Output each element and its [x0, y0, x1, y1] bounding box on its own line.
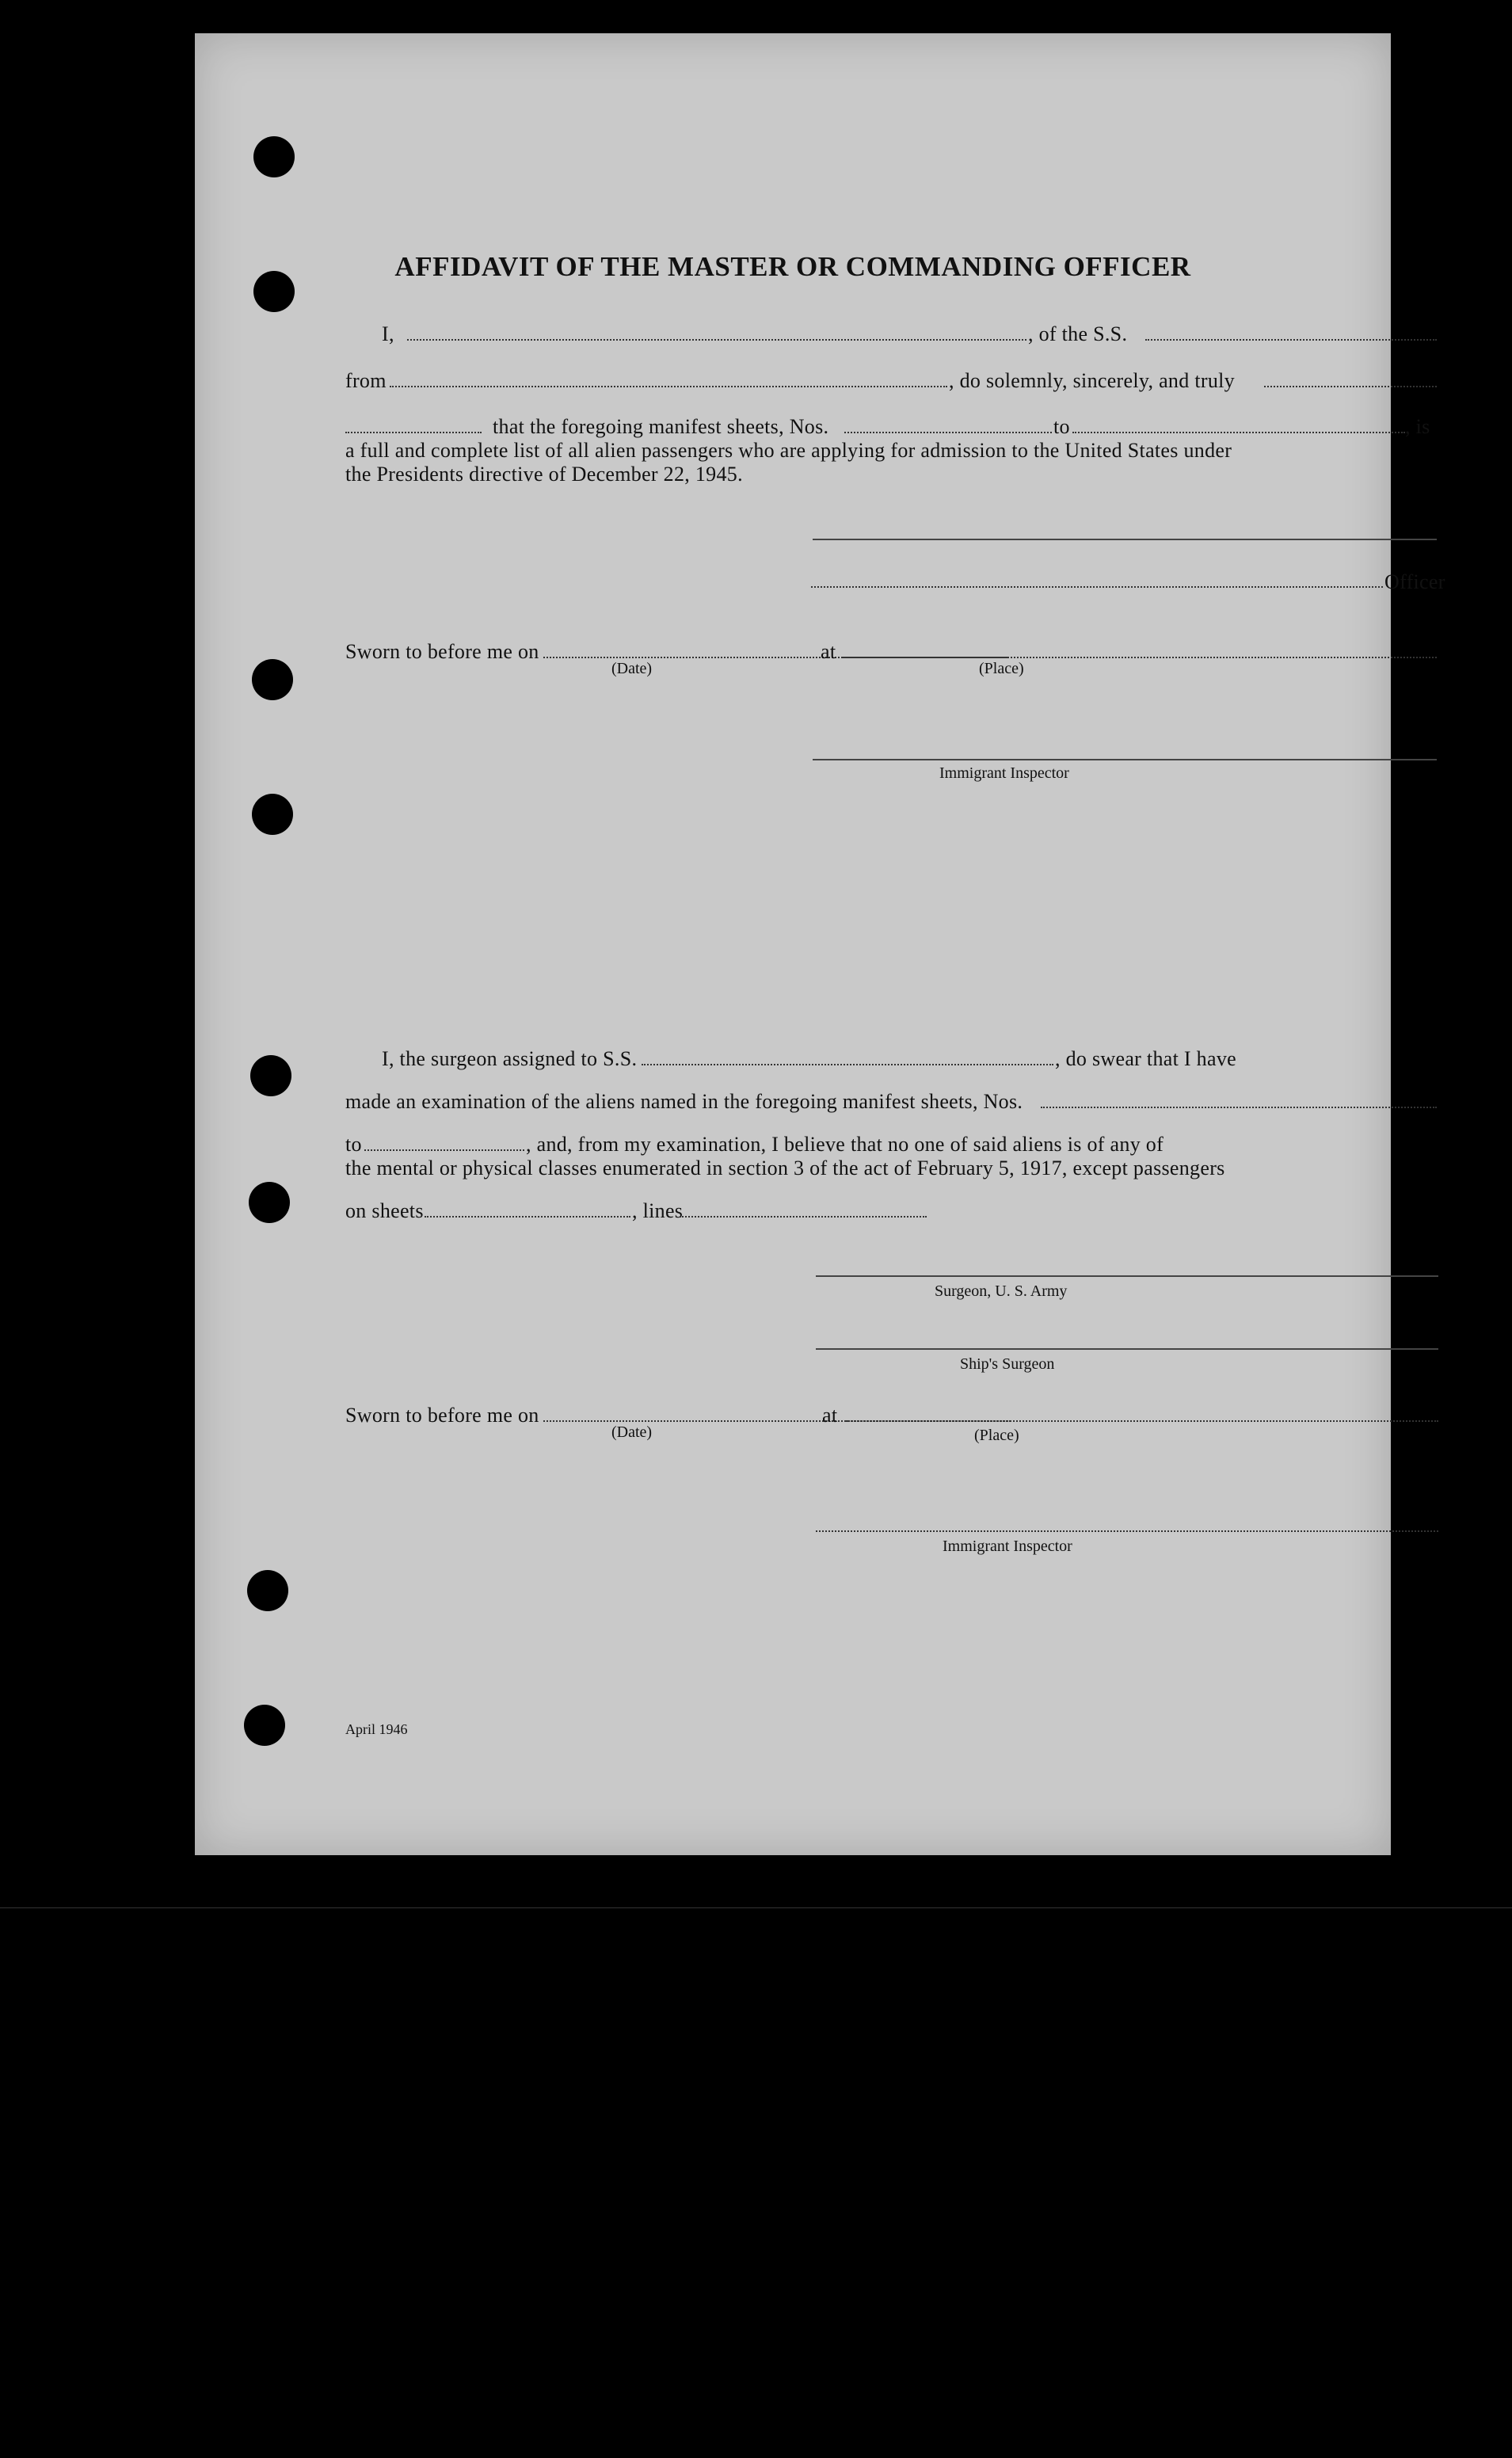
punch-hole	[247, 1570, 288, 1611]
form-sheet	[195, 33, 1445, 1855]
inspector-caption: Immigrant Inspector	[939, 764, 1069, 782]
ship-surgeon-caption: Ship's Surgeon	[960, 1355, 1055, 1373]
full-list-text: a full and complete list of all alien passengers who are applying for admission to the United States under	[345, 439, 1232, 462]
place-caption: (Place)	[979, 660, 1024, 677]
officer-caption: Officer	[1384, 570, 1445, 593]
surgeon-sheets-from-field[interactable]	[1041, 1107, 1437, 1108]
except-lines-field[interactable]	[680, 1216, 927, 1218]
ship-name-field[interactable]	[1145, 339, 1437, 341]
surgeon-to-label: to	[345, 1133, 362, 1156]
at-label: at	[821, 640, 836, 663]
inspector-signature-line[interactable]	[813, 759, 1437, 760]
surgeon-line3-b: , and, from my examination, I believe that no one of said aliens is of any of	[526, 1133, 1164, 1156]
oath-verb-field[interactable]	[345, 432, 482, 433]
date-caption: (Date)	[611, 660, 653, 677]
lines-label: , lines	[632, 1199, 684, 1222]
surgeon-line1-a: I, the surgeon assigned to S.S.	[382, 1047, 638, 1070]
date-caption-2: (Date)	[611, 1423, 653, 1441]
directive-text: the Presidents directive of December 22, 1945.	[345, 463, 743, 486]
of-ss-label: , of the S.S.	[1028, 322, 1128, 345]
i-label: I,	[382, 322, 394, 345]
sheets-to-field[interactable]	[1072, 432, 1405, 433]
form-date-footer: April 1946	[345, 1721, 408, 1737]
army-surgeon-caption: Surgeon, U. S. Army	[935, 1282, 1068, 1300]
form-title: AFFIDAVIT OF THE MASTER OR COMMANDING OFFICER	[394, 251, 1191, 282]
inspector-signature-line-2[interactable]	[816, 1530, 1438, 1532]
punch-hole	[252, 794, 293, 835]
punch-hole	[253, 136, 295, 177]
scan-edge-line	[0, 1907, 1512, 1908]
to-label: to	[1053, 415, 1070, 438]
except-sheets-field[interactable]	[425, 1216, 630, 1218]
surgeon-line1-b: , do swear that I have	[1055, 1047, 1236, 1070]
place-caption-2: (Place)	[974, 1427, 1019, 1444]
ship-surgeon-signature-line[interactable]	[816, 1348, 1438, 1350]
sheets-from-field[interactable]	[844, 432, 1052, 433]
surgeon-ship-field[interactable]	[642, 1064, 1053, 1065]
army-surgeon-signature-line[interactable]	[816, 1275, 1438, 1277]
from-port-field[interactable]	[390, 386, 947, 387]
sworn-place-field[interactable]	[843, 657, 1437, 658]
surgeon-sheets-to-field[interactable]	[364, 1149, 524, 1151]
sworn-label: Sworn to before me on	[345, 640, 539, 663]
punch-hole	[249, 1182, 290, 1223]
officer-title-field[interactable]	[811, 586, 1383, 588]
on-sheets-label: on sheets	[345, 1199, 424, 1222]
foregoing-sheets-label: that the foregoing manifest sheets, Nos.	[493, 415, 829, 438]
oath-form-field[interactable]	[1264, 386, 1437, 387]
surgeon-line4: the mental or physical classes enumerated in section 3 of the act of February 5, 1917, except passengers	[345, 1157, 1225, 1179]
at-label-2: at	[822, 1404, 838, 1427]
surgeon-line2: made an examination of the aliens named in the foregoing manifest sheets, Nos.	[345, 1090, 1023, 1113]
is-label: , is	[1405, 415, 1430, 438]
sworn-place-field-2[interactable]	[846, 1420, 1438, 1422]
punch-hole	[252, 659, 293, 700]
sworn-label-2: Sworn to before me on	[345, 1404, 539, 1427]
master-signature-line[interactable]	[813, 539, 1437, 540]
master-name-field[interactable]	[407, 339, 1026, 341]
punch-hole	[250, 1055, 291, 1096]
from-label: from	[345, 369, 387, 392]
punch-hole	[244, 1705, 285, 1746]
do-solemnly-label: , do solemnly, sincerely, and truly	[949, 369, 1235, 392]
inspector-caption-2: Immigrant Inspector	[943, 1538, 1072, 1555]
